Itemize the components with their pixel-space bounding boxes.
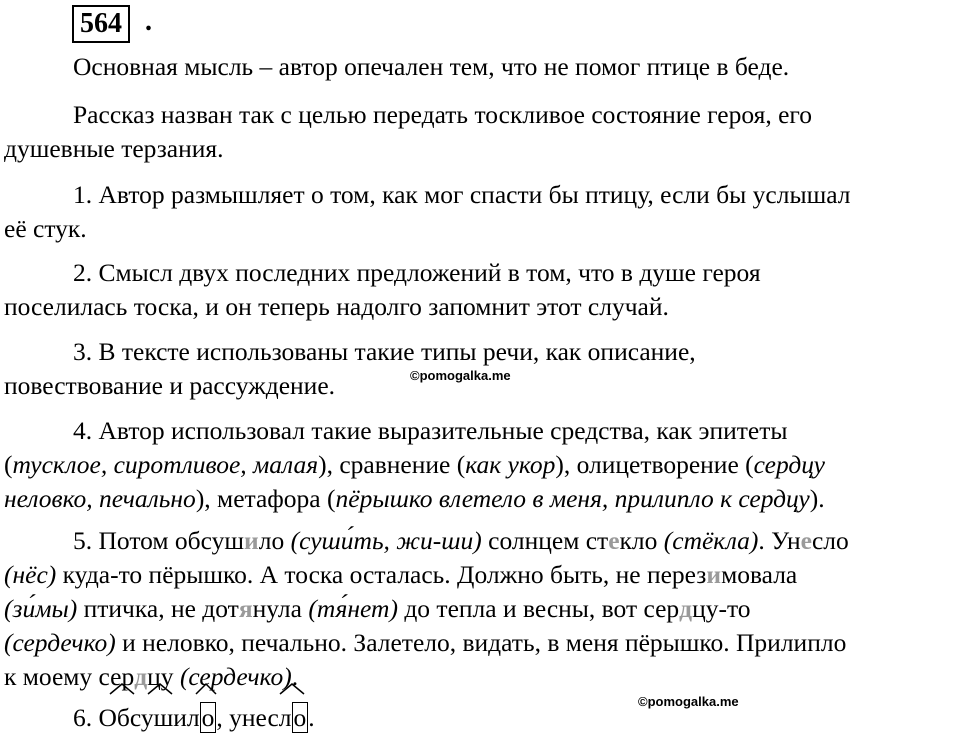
p6-text: до тепла и весны, вот сер (397, 594, 680, 623)
p6-check-word: (стёкла) (663, 526, 759, 555)
p5-comparison: как укор (465, 450, 556, 479)
p6-check-word: (сердечко) (179, 662, 292, 691)
exercise-number: 564 (72, 5, 130, 43)
p6-text: мовала (721, 560, 798, 589)
watermark-2: ©pomogalka.me (638, 694, 739, 709)
p5-text: ), метафора ( (195, 484, 336, 513)
p5-text: ). (809, 484, 825, 513)
p6-text: цу-то (692, 594, 751, 623)
p1-line2: душевные терзания. (4, 134, 224, 163)
p6-check-word: (зи́мы) (4, 594, 78, 623)
p6-text: птичка, не дот (77, 594, 239, 623)
p3-line1: 2. Смысл двух последних предложений в том, что в душе героя (73, 258, 761, 287)
p7-word: унесл (229, 703, 292, 732)
p7-ending-box: о (201, 703, 215, 732)
p5-text: ( (4, 450, 13, 479)
p6-text: ло (258, 526, 291, 555)
p6-text: . Ун (758, 526, 801, 555)
suffix-mark (196, 684, 216, 694)
p6-text: 5. Потом обсуш (73, 526, 245, 555)
p6-text: солнцем ст (481, 526, 609, 555)
p7-text: 6. (73, 703, 99, 732)
p4-line1: 3. В тексте использованы такие типы речи, как описание, (73, 337, 696, 366)
p3-line2: поселилась тоска, и он теперь надолго запомнит этот случай. (4, 292, 669, 321)
p6-check-word: (суши́ть, жи-ши) (290, 526, 482, 555)
p5-metaphor: пёрышко влетело в меня, прилипло к сердцу (335, 484, 810, 513)
p6-text: . (291, 662, 299, 691)
root-arc-mark (110, 684, 134, 694)
p7-ending-box: о (293, 703, 307, 732)
p6-highlight-letter: и (244, 526, 259, 555)
p6-highlight-letter: д (134, 662, 148, 691)
p6-highlight-letter: д (679, 594, 693, 623)
p5-personification: сердцу (753, 450, 825, 479)
p2-line1: 1. Автор размышляет о том, как мог спасти бы птицу, если бы услышал (73, 180, 851, 209)
p6-text: к моему сер (4, 662, 135, 691)
p1-line1: Рассказ назван так с целью передать тоскливое состояние героя, его (73, 100, 812, 129)
p7-text: , (216, 703, 230, 732)
p2-line2: её стук. (4, 214, 87, 243)
p0-text: Основная мысль – автор опечален тем, что не помог птице в беде. (73, 52, 790, 81)
suffix-mark (280, 684, 304, 694)
p5-text: ), сравнение ( (318, 450, 466, 479)
p6-highlight-letter: е (800, 526, 812, 555)
p6-check-word: (нёс) (4, 560, 57, 589)
suffix-mark (148, 684, 172, 694)
answer-6-paragraph (4, 701, 956, 735)
p6-text: нула (252, 594, 309, 623)
p5-personification: неловко, печально (4, 484, 196, 513)
p5-text: ), олицетворение ( (555, 450, 754, 479)
p5-line1: 4. Автор использовал такие выразительные средства, как эпитеты (73, 416, 788, 445)
p5-epithets: тусклое, сиротливое, малая (12, 450, 319, 479)
p6-check-word: (сердечко) (4, 628, 116, 657)
p6-highlight-letter: я (238, 594, 253, 623)
p6-check-word: (тя́нет) (308, 594, 398, 623)
p6-text: сло (811, 526, 849, 555)
p7-text: . (308, 703, 315, 732)
watermark-1: ©pomogalka.me (410, 368, 511, 383)
p6-text: и неловко, печально. Залетело, видать, в меня пёрышко. Прилипло (115, 628, 847, 657)
p6-highlight-letter: и (706, 560, 722, 589)
p6-text: кло (619, 526, 664, 555)
p6-text: цу (147, 662, 180, 691)
p4-line2: повествование и рассуждение. (4, 371, 336, 400)
p6-highlight-letter: е (608, 526, 620, 555)
p6-text: куда-то пёрышко. А тоска осталась. Должно быть, не перез (56, 560, 707, 589)
p7-word: Обсушил (98, 703, 200, 732)
exercise-number-dot: . (145, 6, 152, 37)
